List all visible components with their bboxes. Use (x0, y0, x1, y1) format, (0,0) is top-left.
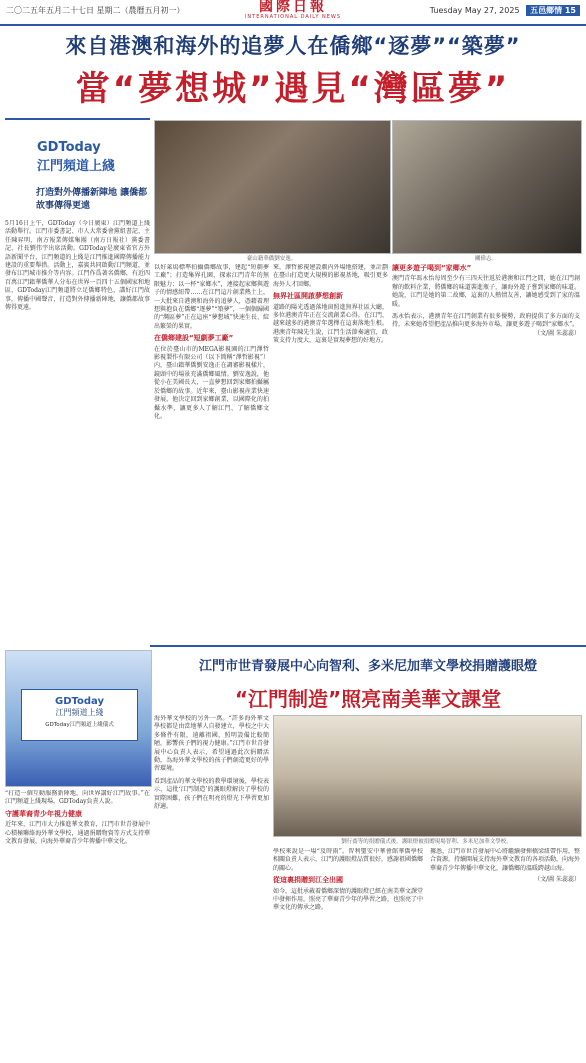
bottom-credit: （文/圖 朱蕊蕊） (534, 876, 580, 884)
masthead-right (430, 5, 580, 16)
article-mid-col2 (273, 264, 388, 634)
gdtoday-brand: GDToday (37, 140, 101, 155)
logo-cn: 國際日報 (259, 0, 327, 15)
article-mid-p2: 在位於臺山市的MEGA影視園的江門澤哲影視製作有限公司（以下簡稱“澤哲影視”）内，臺山籍華僑劉安逸正在調審影視樣片，鏡頭中的場景充滿僑鄉風情。劉安逸說，他從小在美國長大，一直夢想回到家鄉拍攝屬於僑鄉的故事。近年來，臺山影視産業快速發展，他決定回到家鄉創業，以國際化的拍攝水準，讓更多人了解江門、了解僑鄉文化。 (154, 345, 269, 420)
article-right-credit: （文/圖 朱蕊蕊） (534, 329, 580, 337)
masthead (0, 0, 586, 26)
bottom-mid-p2: 看到產品的華文學校的教學環境後，學校表示，這批‘江門制造’的護眼燈解決了學校的實際困難，孩子們在明亮的燈光下學習更加舒適。 (154, 777, 269, 811)
article-mid2-p2: 道路的陽光透過落地窗照進無界社區大廳，多位港澳青年正在交流創業心得。在江門，越來越多的港澳青年選擇在這裏落地生根。港澳青年陳先生說，江門生活節奏適宜，政策支持力度大，這裏是實現夢想的好地方。 (273, 303, 388, 345)
bottom-left-p1: “打造一個互動服務新陣地，向世界講好江門故事。”在江門頻道上綫現場，GDToday負責人說。 (5, 790, 150, 806)
article-mid-sub1: 在僑鄉建設“短劇夢工廠” (154, 334, 234, 343)
bottom-right-p2: 如今，這批承載着僑鄉深情的護眼燈已經在南美華文課堂中發揮作用，照亮了華裔青少年的學習之路，也照亮了中華文化的傳承之路。 (273, 887, 423, 912)
article-right-col (392, 264, 580, 634)
bottom-right-sub: 從這裏捐贈到江全出國 (273, 876, 343, 885)
event-banner (21, 689, 138, 741)
newspaper-logo (208, 0, 378, 20)
event-banner-brand: GDToday (55, 696, 104, 707)
group-photo-caption: 劉行齋等的捐贈儀式後，護眼燈被捐贈現場智利、多米尼加華文學校。 (341, 839, 512, 845)
sidebar-rule (5, 118, 150, 120)
article-mid-col1 (154, 264, 269, 634)
masthead-date-cn: 二〇二五年五月二十七日 星期二（農曆五月初一） (6, 6, 185, 15)
bottom-right-p1: 學校來說是一場“及時雨”。智利聖安中華會館華僑學校相關負責人表示，江門的護眼燈品質很好，感謝祖國僑鄉的關心。 (273, 848, 423, 872)
bottom-mid-p1: 海外華文學校的另外一萬。“許多海外華文學校都是由當地華人自發建立，學校之中大多條件有限，遠離祖國，照明設備比較簡陋，影響孩子們的視力健康。”江門市世青發展中心負責人表示，希望通過此次捐贈活動，為海外華文學校的孩子們創造更好的學習環境。 (154, 715, 269, 773)
photo-caption-2: 關偉志。 (474, 256, 497, 262)
headline-kicker: 來自港澳和海外的追夢人在僑鄉“逐夢”“築夢” (65, 34, 521, 58)
bottom-far-p1: 據悉，江門市世青發展中心將繼續發揮橋梁紐帶作用，整合資源，持續開展支持海外華文教育的各項活動，向海外華裔青少年傳播中華文化，讓僑鄉的溫暖跨越山海。 (430, 848, 580, 872)
bottom-title-1: 江門市世青發展中心向智利、多米尼加華文學校捐贈護眼燈 (198, 659, 537, 674)
bottom-left-col (5, 790, 150, 1058)
article-right-sub1: 讓更多遊子喝到“家鄉水” (392, 264, 472, 272)
bottom-title-2: “江門制造”照亮南美華文課堂 (234, 687, 502, 711)
article-mid2-sub1: 無界社區開啟夢想創新 (273, 292, 343, 301)
photo-liu-anyi (154, 120, 391, 254)
gdtoday-channel: 江門頻道上綫 (37, 159, 116, 174)
masthead-date-en: Tuesday May 27, 2025 (429, 6, 520, 15)
bottom-left-sub: 守護華裔青少年視力健康 (5, 809, 82, 818)
bottom-left-p2: 近年來，江門市大力推進華文教育，江門市世青發展中心積極聯絡海外華文學校，通過捐贈物資等方式支持華文教育發展，向海外華裔青少年傳播中華文化。 (5, 821, 150, 846)
event-photo (5, 650, 152, 787)
logo-en: INTERNATIONAL DAILY NEWS (244, 14, 342, 20)
photo-caption-1: 臺山籍華僑劉安逸。 (246, 256, 297, 262)
bottom-right-col2 (430, 848, 580, 1058)
photo-guan-weizhi (392, 120, 582, 254)
article-right-p1: 澳門青年馮永怡每周至少有三四天往返於港澳和江門之間，她在江門創辦的飲料企業，將僑鄉的味道裝進瓶子，讓海外遊子嘗到家鄉的味道。她說，江門是她的第二故鄉，這裏的人熱情友善，讓她感受到了家的溫暖。 (392, 275, 580, 308)
article-left-text: 5月16日上午，GDToday（今日廣東）江門頻道上綫活動舉行。江門市委書記、市人大常委會黨組書記、主任陳昇明，南方報業傳媒集團（南方日報社）黨委書記、社長劉伟宇出席活動。GDToday是廣東省官方外語新聞平台，江門頻道的上綫是江門推進國際傳播能力建設的重要舉措。活動上，嘉賓共同啟動江門頻道，並發布江門城市推介等内容。江門作爲著名僑鄉，有近四百萬江門籍華僑華人分布在世界一百四十五個國家和地區，GDToday江門頻道將立足僑鄉特色，講好江門故事，傳播中國聲音，打造對外傳播新陣地，讓僑都故事傳得更遠。 (5, 220, 150, 312)
section-label: 五邑鄉情 15 (526, 5, 580, 16)
headline-main: 當“夢想城”遇見“灣區夢” (75, 69, 511, 109)
gdtoday-tag (37, 140, 137, 174)
article-mid2-p1: 來，澤哲影視建設劇内外場地搭建，並計劃在臺山打造更大規模的影視基地，吸引更多海外人才回鄉。 (273, 264, 388, 288)
sidebar-subhead: 打造對外傳播新陣地 讓僑都故事傳得更遠 (36, 188, 148, 211)
event-banner-channel: 江門頻道上綫 (55, 708, 104, 717)
section-divider (150, 645, 586, 647)
bottom-mid-col (154, 715, 269, 1058)
article-right-p2: 馮永怡表示，港澳青年在江門創業有很多優勢，政府提供了多方面的支持，未來她希望把產品推向更多海外市場，讓更多遊子喝到“家鄉水”。 (392, 313, 580, 329)
article-mid-p1: 以好萊塢標準拍攝僑鄉故事，建起“短劇夢工廠”；打造集界孔園、探索江門青年的無限魅力；以一杯“家鄉水”，連接起家鄉與遊子的情感紐帶……在江門這片創業熱土上，一大批來自港澳和海外的追夢人，憑藉着理想與抱負在僑鄉“逐夢”“築夢”，一個個歸國的“灣區夢”正在這座“夢想城”快速生長、綻出繁榮的果實。 (154, 264, 269, 330)
group-photo (273, 715, 582, 837)
bottom-right-col1 (273, 848, 423, 1058)
event-banner-text: GDToday江門頻道上綫儀式 (45, 722, 114, 728)
